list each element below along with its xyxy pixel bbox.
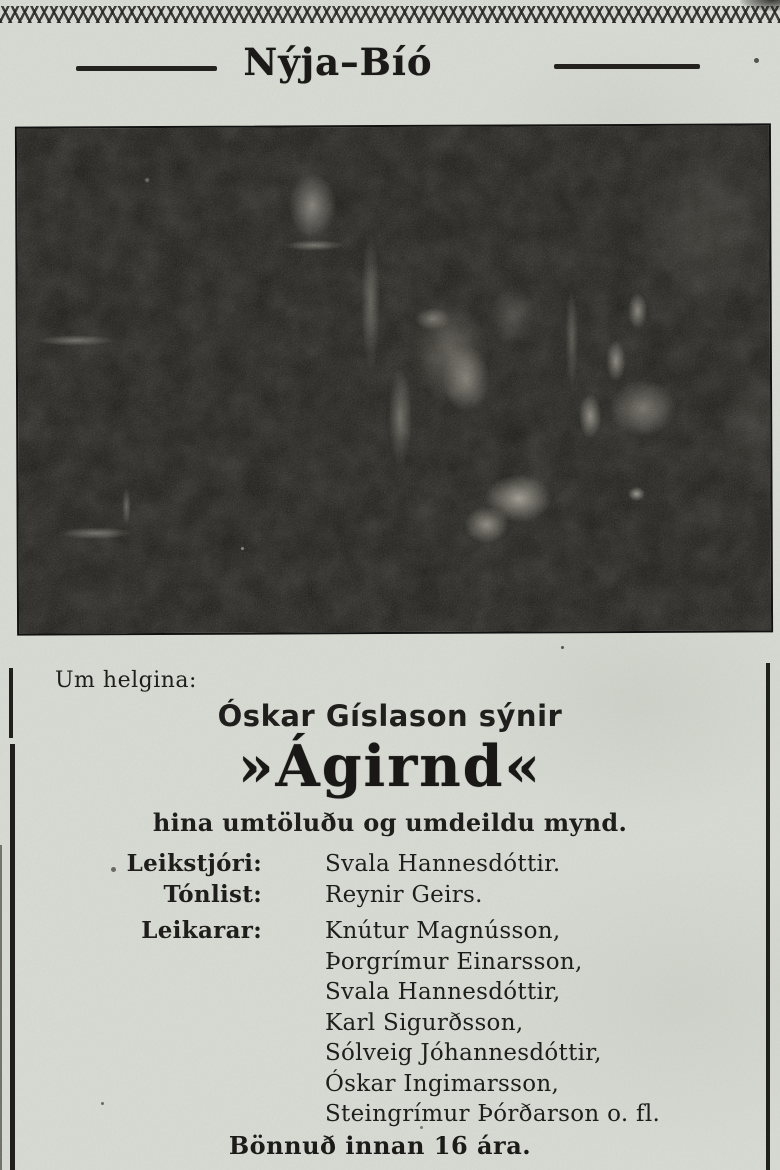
director-label: Leikstjóri: (126, 850, 262, 877)
column-edge-rule (0, 845, 2, 1170)
cast-name: Knútur Magnússon, (325, 918, 561, 944)
age-rating: Bönnuð innan 16 ára. (228, 1131, 532, 1160)
credit-row-cast (40, 1069, 750, 1100)
cinema-name: Nýja–Bíó (243, 40, 433, 84)
cast-name: Svala Hannesdóttir, (325, 979, 561, 1005)
film-title: »Ágirnd« (237, 733, 543, 800)
header-rule-right (554, 64, 700, 69)
credit-row-cast (40, 947, 750, 978)
credit-row-cast (40, 977, 750, 1008)
tagline: hina umtöluðu og umdeildu mynd. (152, 808, 628, 837)
presenter-line: Óskar Gíslason sýnir (217, 699, 563, 733)
credit-row-cast (40, 1008, 750, 1039)
header-rule-left (76, 66, 217, 71)
photo-grain-texture (17, 125, 771, 633)
chain-border-icon (0, 6, 780, 23)
cast-label: Leikarar: (141, 917, 262, 944)
when-label: Um helgina: (55, 668, 197, 693)
cast-name: Steingrímur Þórðarson o. fl. (325, 1101, 661, 1127)
credit-row-cast (40, 1099, 750, 1130)
credit-row-music (40, 880, 750, 911)
music-name: Reynir Geirs. (325, 881, 483, 908)
credit-row-cast (40, 1038, 750, 1069)
cast-name: Karl Sigurðsson, (325, 1009, 524, 1036)
cast-name: Sólveig Jóhannesdóttir, (325, 1040, 602, 1066)
cast-name: Þorgrímur Einarsson, (325, 948, 583, 975)
ink-speck (561, 646, 564, 649)
film-still-photo (17, 125, 771, 633)
ink-smudge (740, 0, 780, 11)
credit-row-director (40, 849, 750, 880)
music-label: Tónlist: (163, 880, 262, 908)
credits-list (40, 849, 750, 1130)
cast-name: Óskar Ingimarsson, (325, 1070, 560, 1097)
credit-row-cast (40, 916, 750, 947)
director-name: Svala Hannesdóttir. (325, 851, 561, 877)
